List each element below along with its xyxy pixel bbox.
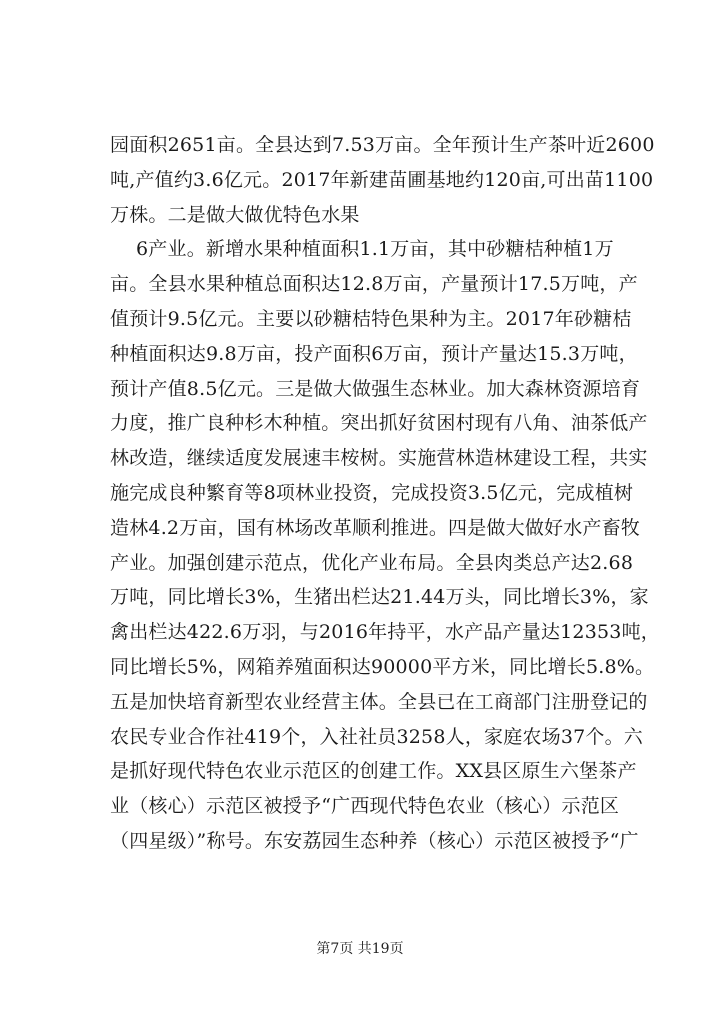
text-line: （四星级）”称号。东安荔园生态种养（核心）示范区被授予“广 <box>110 829 639 852</box>
text-line: 禽出栏达422.6万羽，与2016年持平，水产品产量达12353吨， <box>110 621 660 644</box>
text-line: 万株。二是做大做优特色水果 <box>110 203 360 226</box>
text-line: 五是加快培育新型农业经营主体。全县已在工商部门注册登记的 <box>110 690 648 713</box>
text-line: 是抓好现代特色农业示范区的创建工作。XX县区原生六堡茶产 <box>110 760 637 783</box>
text-line: 林改造，继续适度发展速丰桉树。实施营林造林建设工程，共实 <box>110 447 648 470</box>
text-line: 造林4.2万亩，国有林场改革顺利推进。四是做大做好水产畜牧 <box>110 516 641 539</box>
text-line: 力度，推广良种杉木种植。突出抓好贫困村现有八角、油茶低产 <box>110 412 648 435</box>
text-line: 亩。全县水果种植总面积达12.8万亩，产量预计17.5万吨，产 <box>110 273 638 296</box>
text-line: 同比增长5%，网箱养殖面积达90000平方米，同比增长5.8%。 <box>110 655 655 678</box>
text-line: 施完成良种繁育等8项林业投资，完成投资3.5亿元，完成植树 <box>110 481 634 504</box>
text-line: 产业。加强创建示范点，优化产业布局。全县肉类总产达2.68 <box>110 551 634 574</box>
text-line: 预计产值8.5亿元。三是做大做强生态林业。加大森林资源培育 <box>110 377 641 400</box>
text-line: 业（核心）示范区被授予“广西现代特色农业（核心）示范区 <box>110 795 620 818</box>
text-line: 园面积2651亩。全县达到7.53万亩。全年预计生产茶叶近2600 <box>110 134 655 156</box>
paragraph-start-line: 6产业。新增水果种植面积1.1万亩，其中砂糖桔种植1万 <box>136 238 614 261</box>
page-number-footer: 第7页 共19页 <box>316 941 404 957</box>
body-text <box>110 128 660 859</box>
text-line: 值预计9.5亿元。主要以砂糖桔特色果种为主。2017年砂糖桔 <box>110 307 632 330</box>
text-line: 农民专业合作社419个，入社社员3258人，家庭农场37个。六 <box>110 725 643 748</box>
text-line: 种植面积达9.8万亩，投产面积6万亩，预计产量达15.3万吨， <box>110 342 638 365</box>
text-line: 吨,产值约3.6亿元。2017年新建苗圃基地约120亩,可出苗1100 <box>110 168 654 191</box>
text-line: 万吨，同比增长3%，生猪出栏达21.44万头，同比增长3%，家 <box>110 586 649 609</box>
